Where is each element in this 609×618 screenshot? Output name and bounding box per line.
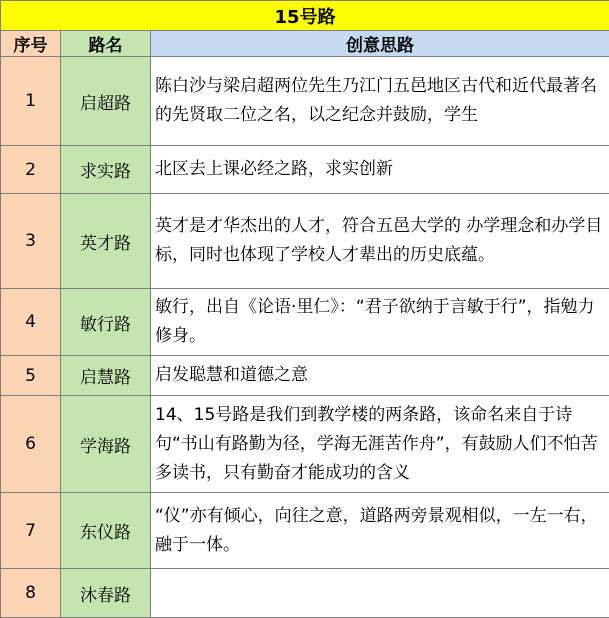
table-title[interactable]: 15号路 — [1, 1, 609, 31]
row-idea[interactable] — [151, 569, 609, 618]
row-num[interactable]: 2 — [1, 146, 61, 194]
row-num[interactable]: 6 — [1, 396, 61, 493]
row-idea[interactable]: 14、15号路是我们到教学楼的两条路，该命名来自于诗句“书山有路勤为径，学海无涯苦作舟”，有鼓励人们不怕苦多读书，只有勤奋才能成功的含义 — [151, 396, 609, 493]
row-num[interactable]: 7 — [1, 493, 61, 569]
row-num[interactable]: 1 — [1, 57, 61, 146]
row-name[interactable]: 东仪路 — [61, 493, 151, 569]
row-name[interactable]: 英才路 — [61, 194, 151, 289]
row-num[interactable]: 4 — [1, 289, 61, 356]
row-idea[interactable]: “仪”亦有倾心，向往之意，道路两旁景观相似，一左一右，融于一体。 — [151, 493, 609, 569]
row-name[interactable]: 求实路 — [61, 146, 151, 194]
title-row — [1, 1, 609, 31]
table-row — [1, 57, 609, 146]
table-row — [1, 146, 609, 194]
table-row — [1, 396, 609, 493]
table-row — [1, 356, 609, 396]
row-num[interactable]: 5 — [1, 356, 61, 396]
row-idea[interactable]: 启发聪慧和道德之意 — [151, 356, 609, 396]
row-idea[interactable]: 英才是才华杰出的人才，符合五邑大学的 办学理念和办学目标，同时也体现了学校人才辈出的历史底蕴。 — [151, 194, 609, 289]
row-name[interactable]: 启慧路 — [61, 356, 151, 396]
row-name[interactable]: 敏行路 — [61, 289, 151, 356]
row-num[interactable]: 8 — [1, 569, 61, 618]
header-row — [1, 31, 609, 57]
row-name[interactable]: 沐春路 — [61, 569, 151, 618]
header-idea[interactable]: 创意思路 — [151, 31, 609, 57]
row-name[interactable]: 学海路 — [61, 396, 151, 493]
table-row — [1, 569, 609, 618]
header-num[interactable]: 序号 — [1, 31, 61, 57]
header-name[interactable]: 路名 — [61, 31, 151, 57]
row-num[interactable]: 3 — [1, 194, 61, 289]
table-row — [1, 289, 609, 356]
table-row — [1, 493, 609, 569]
row-idea[interactable]: 敏行，出自《论语·里仁》：“君子欲纳于言敏于行”，指勉力修身。 — [151, 289, 609, 356]
row-name[interactable]: 启超路 — [61, 57, 151, 146]
row-idea[interactable]: 陈白沙与梁启超两位先生乃江门五邑地区古代和近代最著名的先贤取二位之名，以之纪念并鼓励，学生 — [151, 57, 609, 146]
table-row — [1, 194, 609, 289]
row-idea[interactable]: 北区去上课必经之路，求实创新 — [151, 146, 609, 194]
